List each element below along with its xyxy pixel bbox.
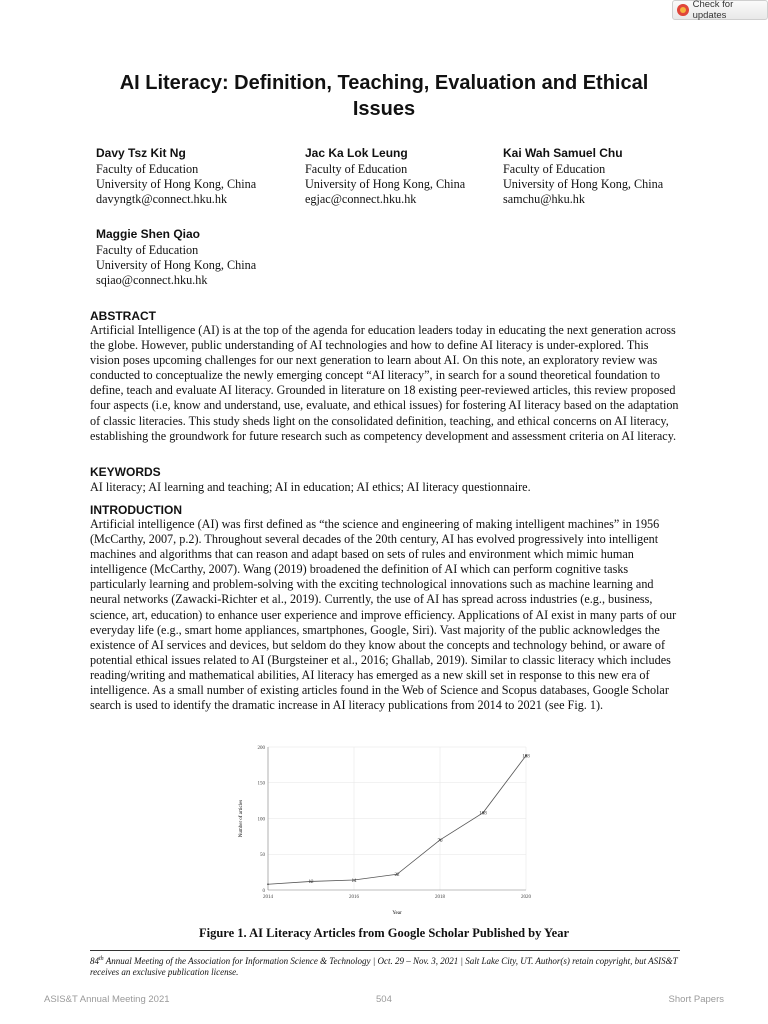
introduction-text: Artificial intelligence (AI) was first defined as “the science and engineering of making intelligent machines” in 1956 (McCarthy, 2007, p.2). Throughout several decades of the 20th century, AI has evolved progressively into intelligent machines and algorithms that can reason and adapt based on sets of rules and environment which mimic human intelligence (McCarthy, 2007). Wang (2019) broadened the definition of AI which can perform cognitive tasks particularly learning and problem-solving with the exciting technological innovations such as machine learning and neural networks (Zawacki-Richter et al., 2019). Currently, the use of AI has spread across industries (e.g., business, science, art, education) to enhance user experience and improve efficiency. Applications of AI exist in many parts of our everyday life (e.g., smart home appliances, smartphones, Google, Siri). Vast majority of the public acknowledges the existence of AI services and devices, but seldom do they know about the concepts and technology behind, or aware of potential ethical issues related to AI (Burgsteiner et al., 2016; Ghallab, 2019). Similar to classic literacy which includes reading/writing and mathematical abilities, AI literacy has emerged as a new skill set in response to this new era of intelligence. As a small number of existing articles found in the Web of Science and Scopus databases, Google Scholar search is used to identify the dramatic increase in AI literacy publications from 2014 to 2021 (see Fig. 1). (90, 517, 677, 713)
data-label: 108 (479, 811, 487, 817)
data-label: 70 (437, 838, 443, 844)
chart-data-labels (309, 754, 531, 885)
footer-left: ASIS&T Annual Meeting 2021 (44, 994, 170, 1005)
data-label: 14 (351, 878, 357, 884)
articles-line-chart (230, 740, 550, 920)
keywords-text: AI literacy; AI learning and teaching; AI in education; AI ethics; AI literacy questionnaire. (90, 480, 531, 494)
author-name: Davy Tsz Kit Ng (96, 146, 186, 160)
introduction-heading: INTRODUCTION (90, 503, 182, 517)
author-name: Jac Ka Lok Leung (305, 146, 408, 160)
x-tick-label: 2018 (435, 895, 445, 900)
check-for-updates-label: Check for updates (692, 0, 734, 21)
y-tick-label: 0 (262, 888, 265, 894)
data-label: 22 (394, 873, 400, 879)
author-dept: Faculty of Education (96, 162, 199, 176)
footer-right: Short Papers (668, 994, 724, 1005)
conference-footnote (90, 954, 680, 978)
y-tick-label: 100 (257, 817, 265, 823)
figure-caption: Figure 1. AI Literacy Articles from Google Scholar Published by Year (199, 926, 569, 940)
series-line (268, 756, 526, 885)
footnote-divider (90, 950, 680, 951)
y-tick-label: 50 (260, 853, 265, 859)
author-email[interactable]: davyngtk@connect.hku.hk (96, 192, 228, 206)
author-dept: Faculty of Education (305, 162, 408, 176)
x-tick-label: 2014 (263, 895, 273, 900)
x-axis-label: Year (392, 911, 402, 916)
x-tick-label: 2020 (521, 895, 531, 900)
data-label: 188 (522, 754, 530, 760)
author-name: Kai Wah Samuel Chu (503, 146, 623, 160)
chart-points (267, 755, 527, 886)
abstract-text: Artificial Intelligence (AI) is at the top of the agenda for education leaders today in educating the next generation across the globe. However, public understanding of AI technologies and how to define AI literacy is under-explored. This vision poses upcoming challenges for our next generation to learn about AI. On this note, an exploratory review was conducted to conceptualize the newly emerging concept “AI literacy”, in search for a sound theoretical foundation to define, teach and evaluate AI literacy. Grounded in literature on 18 existing peer-reviewed articles, this review proposed four aspects (i.e, know and understand, use, evaluate, and ethical issues) for fostering AI literacy based on the adaptation of classic literacies. This study sheds light on the consolidated definition, teaching, and ethical concerns on AI literacy, establishing the groundwork for future research such as competency development and assessment criteria on AI literacy. (90, 323, 679, 443)
author-email[interactable]: samchu@hku.hk (503, 192, 585, 206)
author-univ: University of Hong Kong, China (503, 177, 664, 191)
footnote-sup: th (99, 956, 104, 962)
y-tick-label: 200 (257, 745, 265, 751)
author-dept: Faculty of Education (503, 162, 606, 176)
footnote-text: Annual Meeting of the Association for Information Science & Technology | Oct. 29 – Nov. 3, 2021 | Salt Lake City, UT. Author(s) retain copyright, but ASIS&T receives an exclusive publication license. (90, 956, 678, 977)
keywords-heading: KEYWORDS (90, 465, 161, 479)
author-univ: University of Hong Kong, China (305, 177, 466, 191)
paper-title: AI Literacy: Definition, Teaching, Evaluation and Ethical Issues (119, 72, 649, 120)
data-point (267, 883, 269, 885)
crossmark-icon (677, 4, 689, 16)
footnote-ordinal: 84 (90, 956, 99, 966)
author-univ: University of Hong Kong, China (96, 177, 257, 191)
abstract-heading: ABSTRACT (90, 309, 156, 323)
author-dept: Faculty of Education (96, 243, 199, 257)
author-block (96, 146, 256, 207)
page-number: 504 (376, 994, 392, 1005)
y-tick-label: 150 (257, 781, 265, 787)
check-for-updates-button[interactable] (672, 0, 768, 20)
author-block (503, 146, 663, 207)
author-email[interactable]: sqiao@connect.hku.hk (96, 273, 208, 287)
y-axis-label: Number of articles (239, 799, 244, 838)
author-email[interactable]: egjac@connect.hku.hk (305, 192, 417, 206)
author-block (96, 227, 256, 288)
x-tick-label: 2016 (349, 895, 359, 900)
chart-grid (268, 747, 526, 890)
author-name: Maggie Shen Qiao (96, 227, 201, 241)
author-block (305, 146, 465, 207)
data-label: 12 (308, 880, 314, 886)
author-univ: University of Hong Kong, China (96, 258, 257, 272)
